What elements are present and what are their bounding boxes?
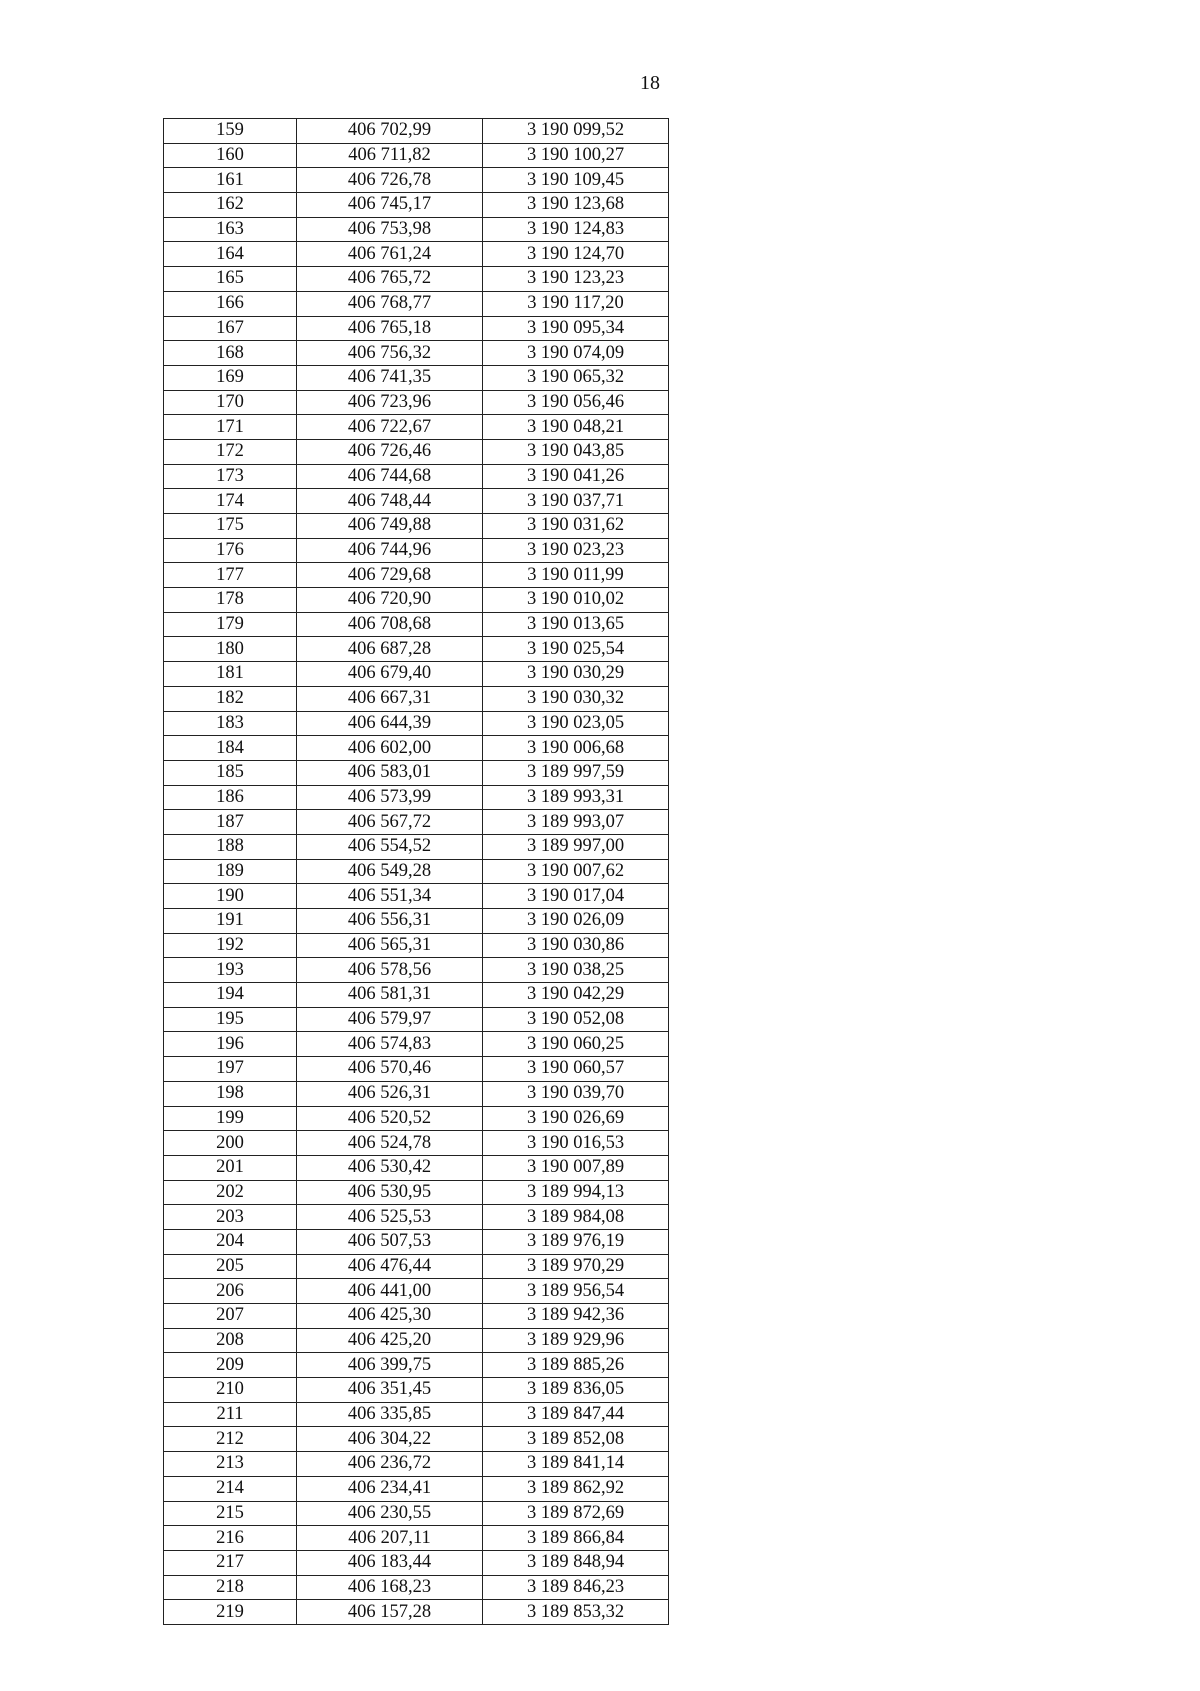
- y-coordinate-cell: 3 190 060,57: [483, 1057, 669, 1082]
- y-coordinate-cell: 3 189 929,96: [483, 1328, 669, 1353]
- x-coordinate-cell: 406 744,96: [297, 538, 483, 563]
- table-row: [164, 267, 669, 292]
- y-coordinate-cell: 3 190 060,25: [483, 1032, 669, 1057]
- x-coordinate-cell: 406 711,82: [297, 143, 483, 168]
- point-number-cell: 196: [164, 1032, 297, 1057]
- point-number-cell: 180: [164, 637, 297, 662]
- x-coordinate-cell: 406 708,68: [297, 612, 483, 637]
- table-row: [164, 143, 669, 168]
- coordinates-table: [163, 118, 669, 1625]
- y-coordinate-cell: 3 190 074,09: [483, 341, 669, 366]
- x-coordinate-cell: 406 644,39: [297, 711, 483, 736]
- y-coordinate-cell: 3 189 841,14: [483, 1452, 669, 1477]
- point-number-cell: 191: [164, 909, 297, 934]
- y-coordinate-cell: 3 190 016,53: [483, 1131, 669, 1156]
- point-number-cell: 195: [164, 1007, 297, 1032]
- point-number-cell: 205: [164, 1254, 297, 1279]
- table-row: [164, 1057, 669, 1082]
- x-coordinate-cell: 406 749,88: [297, 514, 483, 539]
- x-coordinate-cell: 406 720,90: [297, 588, 483, 613]
- y-coordinate-cell: 3 190 056,46: [483, 390, 669, 415]
- x-coordinate-cell: 406 753,98: [297, 217, 483, 242]
- x-coordinate-cell: 406 530,95: [297, 1180, 483, 1205]
- x-coordinate-cell: 406 530,42: [297, 1155, 483, 1180]
- table-row: [164, 1180, 669, 1205]
- point-number-cell: 167: [164, 316, 297, 341]
- y-coordinate-cell: 3 190 095,34: [483, 316, 669, 341]
- x-coordinate-cell: 406 667,31: [297, 686, 483, 711]
- x-coordinate-cell: 406 748,44: [297, 489, 483, 514]
- y-coordinate-cell: 3 189 852,08: [483, 1427, 669, 1452]
- point-number-cell: 161: [164, 168, 297, 193]
- point-number-cell: 212: [164, 1427, 297, 1452]
- table-row: [164, 390, 669, 415]
- point-number-cell: 213: [164, 1452, 297, 1477]
- x-coordinate-cell: 406 702,99: [297, 119, 483, 144]
- point-number-cell: 204: [164, 1229, 297, 1254]
- point-number-cell: 176: [164, 538, 297, 563]
- point-number-cell: 202: [164, 1180, 297, 1205]
- page-number: 18: [640, 72, 660, 94]
- point-number-cell: 206: [164, 1279, 297, 1304]
- table-row: [164, 563, 669, 588]
- point-number-cell: 218: [164, 1575, 297, 1600]
- x-coordinate-cell: 406 476,44: [297, 1254, 483, 1279]
- point-number-cell: 201: [164, 1155, 297, 1180]
- x-coordinate-cell: 406 574,83: [297, 1032, 483, 1057]
- table-row: [164, 958, 669, 983]
- table-row: [164, 884, 669, 909]
- table-row: [164, 1476, 669, 1501]
- x-coordinate-cell: 406 768,77: [297, 291, 483, 316]
- point-number-cell: 183: [164, 711, 297, 736]
- point-number-cell: 208: [164, 1328, 297, 1353]
- x-coordinate-cell: 406 207,11: [297, 1526, 483, 1551]
- y-coordinate-cell: 3 189 997,00: [483, 834, 669, 859]
- table-row: [164, 365, 669, 390]
- x-coordinate-cell: 406 765,18: [297, 316, 483, 341]
- point-number-cell: 194: [164, 983, 297, 1008]
- point-number-cell: 209: [164, 1353, 297, 1378]
- y-coordinate-cell: 3 189 862,92: [483, 1476, 669, 1501]
- table-row: [164, 736, 669, 761]
- point-number-cell: 169: [164, 365, 297, 390]
- x-coordinate-cell: 406 399,75: [297, 1353, 483, 1378]
- x-coordinate-cell: 406 726,78: [297, 168, 483, 193]
- point-number-cell: 175: [164, 514, 297, 539]
- point-number-cell: 216: [164, 1526, 297, 1551]
- x-coordinate-cell: 406 579,97: [297, 1007, 483, 1032]
- table-row: [164, 1353, 669, 1378]
- x-coordinate-cell: 406 183,44: [297, 1550, 483, 1575]
- point-number-cell: 172: [164, 439, 297, 464]
- x-coordinate-cell: 406 525,53: [297, 1205, 483, 1230]
- y-coordinate-cell: 3 190 010,02: [483, 588, 669, 613]
- y-coordinate-cell: 3 190 042,29: [483, 983, 669, 1008]
- y-coordinate-cell: 3 189 836,05: [483, 1378, 669, 1403]
- point-number-cell: 170: [164, 390, 297, 415]
- point-number-cell: 187: [164, 810, 297, 835]
- y-coordinate-cell: 3 190 065,32: [483, 365, 669, 390]
- x-coordinate-cell: 406 729,68: [297, 563, 483, 588]
- point-number-cell: 219: [164, 1600, 297, 1625]
- point-number-cell: 171: [164, 415, 297, 440]
- table-row: [164, 983, 669, 1008]
- y-coordinate-cell: 3 190 030,86: [483, 933, 669, 958]
- y-coordinate-cell: 3 190 100,27: [483, 143, 669, 168]
- point-number-cell: 203: [164, 1205, 297, 1230]
- y-coordinate-cell: 3 189 993,07: [483, 810, 669, 835]
- table-row: [164, 1279, 669, 1304]
- y-coordinate-cell: 3 190 048,21: [483, 415, 669, 440]
- table-row: [164, 1304, 669, 1329]
- table-row: [164, 119, 669, 144]
- x-coordinate-cell: 406 335,85: [297, 1402, 483, 1427]
- point-number-cell: 182: [164, 686, 297, 711]
- point-number-cell: 179: [164, 612, 297, 637]
- x-coordinate-cell: 406 565,31: [297, 933, 483, 958]
- x-coordinate-cell: 406 687,28: [297, 637, 483, 662]
- point-number-cell: 184: [164, 736, 297, 761]
- table-row: [164, 859, 669, 884]
- table-row: [164, 439, 669, 464]
- table-row: [164, 933, 669, 958]
- table-row: [164, 1131, 669, 1156]
- point-number-cell: 177: [164, 563, 297, 588]
- table-row: [164, 662, 669, 687]
- table-row: [164, 217, 669, 242]
- y-coordinate-cell: 3 190 039,70: [483, 1081, 669, 1106]
- y-coordinate-cell: 3 189 997,59: [483, 760, 669, 785]
- point-number-cell: 181: [164, 662, 297, 687]
- point-number-cell: 174: [164, 489, 297, 514]
- table-row: [164, 909, 669, 934]
- table-row: [164, 785, 669, 810]
- y-coordinate-cell: 3 190 026,69: [483, 1106, 669, 1131]
- x-coordinate-cell: 406 526,31: [297, 1081, 483, 1106]
- x-coordinate-cell: 406 761,24: [297, 242, 483, 267]
- y-coordinate-cell: 3 190 117,20: [483, 291, 669, 316]
- x-coordinate-cell: 406 551,34: [297, 884, 483, 909]
- x-coordinate-cell: 406 425,30: [297, 1304, 483, 1329]
- table-row: [164, 760, 669, 785]
- point-number-cell: 190: [164, 884, 297, 909]
- x-coordinate-cell: 406 168,23: [297, 1575, 483, 1600]
- x-coordinate-cell: 406 507,53: [297, 1229, 483, 1254]
- table-row: [164, 1575, 669, 1600]
- y-coordinate-cell: 3 190 017,04: [483, 884, 669, 909]
- table-row: [164, 1106, 669, 1131]
- y-coordinate-cell: 3 190 124,70: [483, 242, 669, 267]
- point-number-cell: 188: [164, 834, 297, 859]
- y-coordinate-cell: 3 190 041,26: [483, 464, 669, 489]
- y-coordinate-cell: 3 190 124,83: [483, 217, 669, 242]
- coordinates-table-body: [164, 119, 669, 1625]
- y-coordinate-cell: 3 190 023,05: [483, 711, 669, 736]
- x-coordinate-cell: 406 744,68: [297, 464, 483, 489]
- table-row: [164, 637, 669, 662]
- table-row: [164, 316, 669, 341]
- point-number-cell: 166: [164, 291, 297, 316]
- y-coordinate-cell: 3 190 026,09: [483, 909, 669, 934]
- x-coordinate-cell: 406 722,67: [297, 415, 483, 440]
- table-row: [164, 1254, 669, 1279]
- x-coordinate-cell: 406 234,41: [297, 1476, 483, 1501]
- y-coordinate-cell: 3 189 984,08: [483, 1205, 669, 1230]
- y-coordinate-cell: 3 189 847,44: [483, 1402, 669, 1427]
- point-number-cell: 159: [164, 119, 297, 144]
- point-number-cell: 215: [164, 1501, 297, 1526]
- table-row: [164, 588, 669, 613]
- x-coordinate-cell: 406 554,52: [297, 834, 483, 859]
- x-coordinate-cell: 406 583,01: [297, 760, 483, 785]
- point-number-cell: 178: [164, 588, 297, 613]
- y-coordinate-cell: 3 190 025,54: [483, 637, 669, 662]
- point-number-cell: 162: [164, 193, 297, 218]
- table-row: [164, 291, 669, 316]
- y-coordinate-cell: 3 190 030,32: [483, 686, 669, 711]
- table-row: [164, 1205, 669, 1230]
- y-coordinate-cell: 3 190 011,99: [483, 563, 669, 588]
- x-coordinate-cell: 406 520,52: [297, 1106, 483, 1131]
- y-coordinate-cell: 3 189 976,19: [483, 1229, 669, 1254]
- y-coordinate-cell: 3 190 013,65: [483, 612, 669, 637]
- table-row: [164, 612, 669, 637]
- table-row: [164, 711, 669, 736]
- x-coordinate-cell: 406 741,35: [297, 365, 483, 390]
- table-row: [164, 168, 669, 193]
- x-coordinate-cell: 406 570,46: [297, 1057, 483, 1082]
- y-coordinate-cell: 3 189 848,94: [483, 1550, 669, 1575]
- table-row: [164, 193, 669, 218]
- y-coordinate-cell: 3 190 037,71: [483, 489, 669, 514]
- y-coordinate-cell: 3 189 942,36: [483, 1304, 669, 1329]
- table-row: [164, 1550, 669, 1575]
- point-number-cell: 197: [164, 1057, 297, 1082]
- table-row: [164, 1032, 669, 1057]
- point-number-cell: 189: [164, 859, 297, 884]
- table-row: [164, 1378, 669, 1403]
- x-coordinate-cell: 406 441,00: [297, 1279, 483, 1304]
- table-row: [164, 686, 669, 711]
- y-coordinate-cell: 3 189 956,54: [483, 1279, 669, 1304]
- table-row: [164, 1427, 669, 1452]
- table-row: [164, 1007, 669, 1032]
- table-row: [164, 810, 669, 835]
- x-coordinate-cell: 406 230,55: [297, 1501, 483, 1526]
- point-number-cell: 164: [164, 242, 297, 267]
- x-coordinate-cell: 406 723,96: [297, 390, 483, 415]
- table-row: [164, 1452, 669, 1477]
- point-number-cell: 210: [164, 1378, 297, 1403]
- y-coordinate-cell: 3 190 123,23: [483, 267, 669, 292]
- y-coordinate-cell: 3 190 109,45: [483, 168, 669, 193]
- x-coordinate-cell: 406 679,40: [297, 662, 483, 687]
- x-coordinate-cell: 406 556,31: [297, 909, 483, 934]
- table-row: [164, 415, 669, 440]
- point-number-cell: 207: [164, 1304, 297, 1329]
- x-coordinate-cell: 406 425,20: [297, 1328, 483, 1353]
- table-row: [164, 1600, 669, 1625]
- y-coordinate-cell: 3 190 006,68: [483, 736, 669, 761]
- point-number-cell: 160: [164, 143, 297, 168]
- y-coordinate-cell: 3 190 007,62: [483, 859, 669, 884]
- point-number-cell: 165: [164, 267, 297, 292]
- y-coordinate-cell: 3 190 099,52: [483, 119, 669, 144]
- y-coordinate-cell: 3 189 970,29: [483, 1254, 669, 1279]
- table-row: [164, 1328, 669, 1353]
- table-row: [164, 1402, 669, 1427]
- y-coordinate-cell: 3 189 866,84: [483, 1526, 669, 1551]
- y-coordinate-cell: 3 190 038,25: [483, 958, 669, 983]
- table-row: [164, 1229, 669, 1254]
- table-row: [164, 242, 669, 267]
- y-coordinate-cell: 3 190 007,89: [483, 1155, 669, 1180]
- y-coordinate-cell: 3 189 994,13: [483, 1180, 669, 1205]
- y-coordinate-cell: 3 189 885,26: [483, 1353, 669, 1378]
- point-number-cell: 186: [164, 785, 297, 810]
- point-number-cell: 214: [164, 1476, 297, 1501]
- x-coordinate-cell: 406 236,72: [297, 1452, 483, 1477]
- table-row: [164, 514, 669, 539]
- x-coordinate-cell: 406 567,72: [297, 810, 483, 835]
- table-row: [164, 1501, 669, 1526]
- point-number-cell: 185: [164, 760, 297, 785]
- table-row: [164, 538, 669, 563]
- x-coordinate-cell: 406 549,28: [297, 859, 483, 884]
- point-number-cell: 199: [164, 1106, 297, 1131]
- x-coordinate-cell: 406 602,00: [297, 736, 483, 761]
- y-coordinate-cell: 3 190 030,29: [483, 662, 669, 687]
- x-coordinate-cell: 406 578,56: [297, 958, 483, 983]
- y-coordinate-cell: 3 189 853,32: [483, 1600, 669, 1625]
- point-number-cell: 217: [164, 1550, 297, 1575]
- x-coordinate-cell: 406 573,99: [297, 785, 483, 810]
- y-coordinate-cell: 3 190 023,23: [483, 538, 669, 563]
- table-row: [164, 834, 669, 859]
- point-number-cell: 193: [164, 958, 297, 983]
- table-row: [164, 464, 669, 489]
- table-row: [164, 489, 669, 514]
- y-coordinate-cell: 3 190 043,85: [483, 439, 669, 464]
- y-coordinate-cell: 3 189 846,23: [483, 1575, 669, 1600]
- x-coordinate-cell: 406 756,32: [297, 341, 483, 366]
- table-row: [164, 1526, 669, 1551]
- x-coordinate-cell: 406 157,28: [297, 1600, 483, 1625]
- point-number-cell: 211: [164, 1402, 297, 1427]
- x-coordinate-cell: 406 765,72: [297, 267, 483, 292]
- y-coordinate-cell: 3 189 872,69: [483, 1501, 669, 1526]
- x-coordinate-cell: 406 745,17: [297, 193, 483, 218]
- point-number-cell: 200: [164, 1131, 297, 1156]
- x-coordinate-cell: 406 581,31: [297, 983, 483, 1008]
- y-coordinate-cell: 3 190 052,08: [483, 1007, 669, 1032]
- point-number-cell: 163: [164, 217, 297, 242]
- x-coordinate-cell: 406 524,78: [297, 1131, 483, 1156]
- table-row: [164, 1081, 669, 1106]
- x-coordinate-cell: 406 351,45: [297, 1378, 483, 1403]
- y-coordinate-cell: 3 190 123,68: [483, 193, 669, 218]
- point-number-cell: 173: [164, 464, 297, 489]
- x-coordinate-cell: 406 726,46: [297, 439, 483, 464]
- point-number-cell: 198: [164, 1081, 297, 1106]
- point-number-cell: 192: [164, 933, 297, 958]
- y-coordinate-cell: 3 190 031,62: [483, 514, 669, 539]
- x-coordinate-cell: 406 304,22: [297, 1427, 483, 1452]
- table-row: [164, 341, 669, 366]
- table-row: [164, 1155, 669, 1180]
- y-coordinate-cell: 3 189 993,31: [483, 785, 669, 810]
- point-number-cell: 168: [164, 341, 297, 366]
